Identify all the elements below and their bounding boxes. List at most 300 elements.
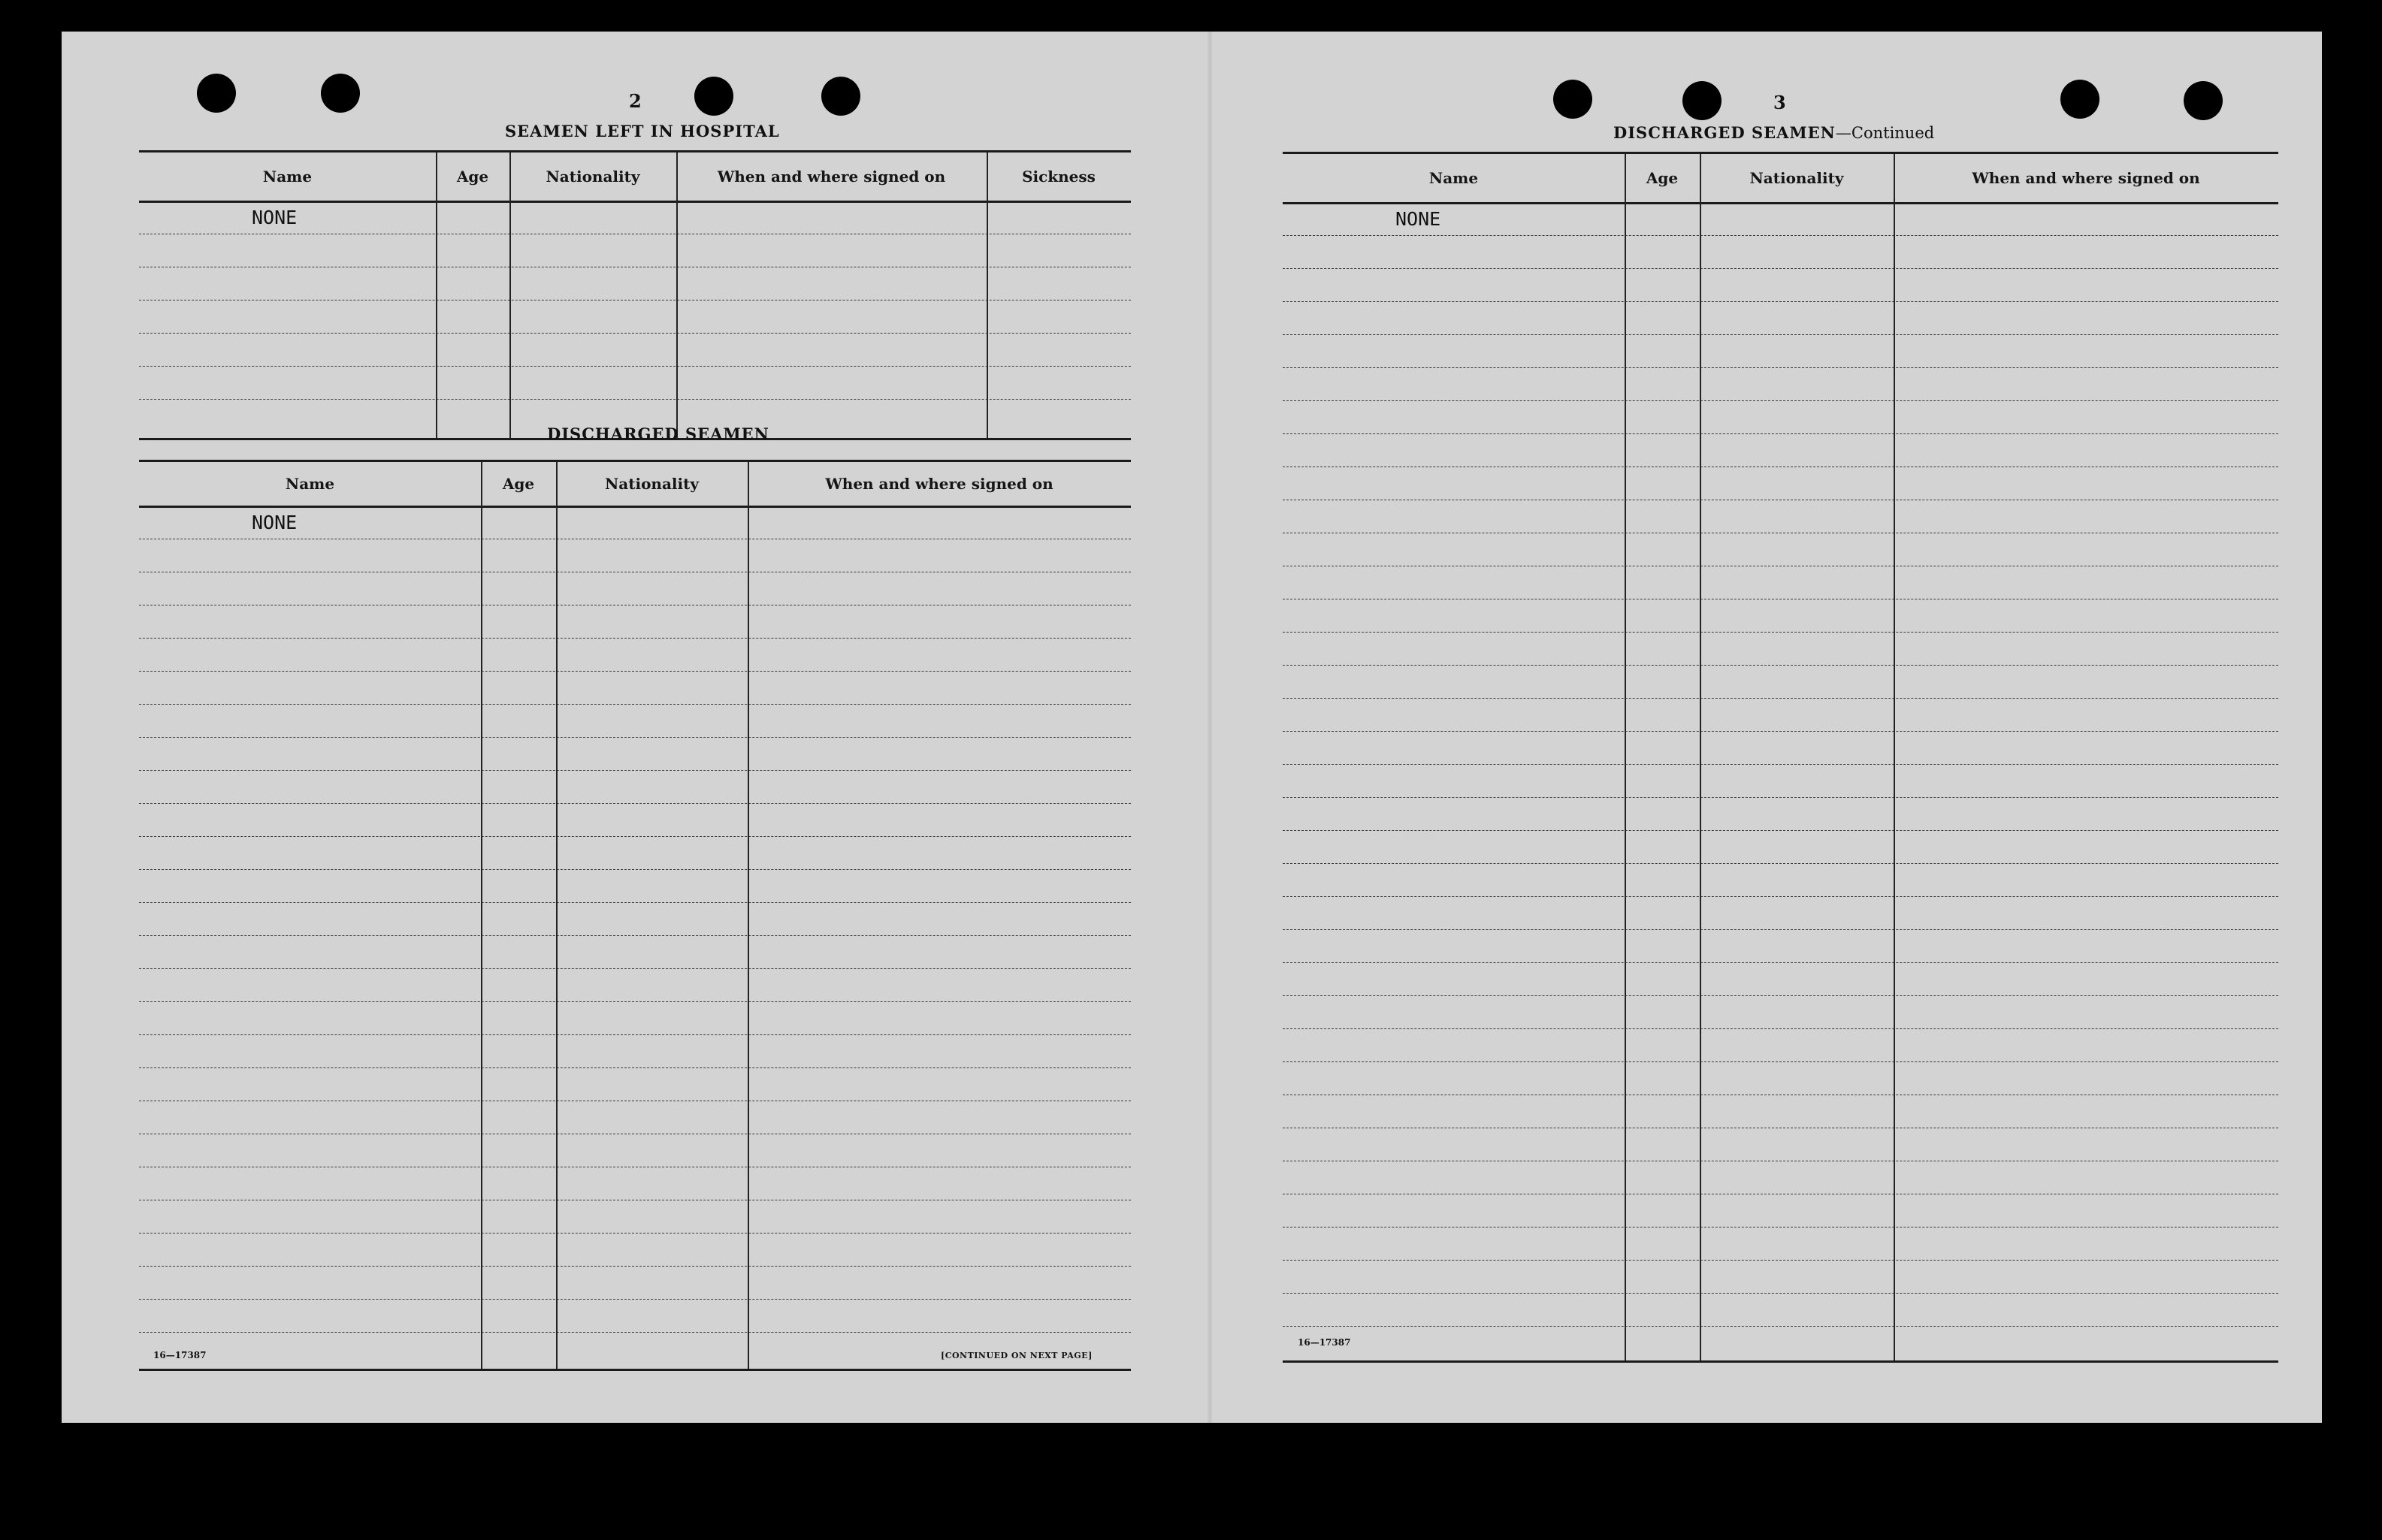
- table-cell: [139, 704, 481, 737]
- column-header: Age: [456, 168, 489, 186]
- table-cell: [1700, 995, 1894, 1028]
- table-cell: [1283, 1095, 1625, 1128]
- table-cell: [556, 704, 748, 737]
- table-cell: [139, 638, 481, 671]
- table-cell: [1894, 301, 2278, 334]
- table-cell: [139, 803, 481, 836]
- table-cell: [1894, 896, 2278, 929]
- table-row: [1283, 1161, 2278, 1194]
- table-cell: [556, 737, 748, 770]
- table-cell: [1625, 599, 1700, 632]
- punch-hole: [2060, 80, 2099, 119]
- table-cell: [1625, 962, 1700, 995]
- table-cell: [481, 1266, 556, 1299]
- table-cell: [139, 1233, 481, 1266]
- table-cell: [1894, 797, 2278, 830]
- table-cell: [676, 300, 987, 333]
- table-row: [139, 671, 1131, 705]
- table-cell: [1700, 1095, 1894, 1128]
- table-row: [1283, 797, 2278, 831]
- table-cell: [509, 366, 676, 399]
- table-row: [1283, 632, 2278, 666]
- table-cell: [481, 968, 556, 1001]
- table-cell: [1894, 764, 2278, 797]
- table-row: [139, 803, 1131, 837]
- table-row: [139, 366, 1131, 400]
- table-cell: [481, 1233, 556, 1266]
- table-cell: [1700, 202, 1894, 235]
- table-cell: [1625, 566, 1700, 599]
- table-cell: [1283, 731, 1625, 764]
- table-row: [1283, 1293, 2278, 1327]
- table-cell: [1700, 929, 1894, 962]
- table-cell: [556, 1266, 748, 1299]
- discharged-table-right-header: [1283, 154, 2278, 204]
- punch-hole: [197, 74, 236, 113]
- table-cell: [139, 1001, 481, 1034]
- punch-hole: [2184, 81, 2223, 120]
- table-cell: [1283, 533, 1625, 566]
- punch-hole: [1553, 80, 1592, 119]
- table-cell: [1625, 698, 1700, 731]
- table-cell: [987, 267, 1131, 300]
- scanned-form: [62, 32, 2322, 1423]
- table-row: [1283, 698, 2278, 732]
- table-cell: [1625, 334, 1700, 367]
- table-row: [1283, 433, 2278, 467]
- table-cell: [1625, 1227, 1700, 1260]
- table-cell: [1283, 400, 1625, 433]
- table-cell: [481, 1167, 556, 1200]
- column-header: Name: [1428, 169, 1479, 187]
- hospital-table-header: [139, 152, 1131, 203]
- table-cell: [1700, 334, 1894, 367]
- table-cell: [748, 1233, 1131, 1266]
- table-cell: [1283, 433, 1625, 467]
- table-cell: [1625, 1194, 1700, 1227]
- table-row: [1283, 268, 2278, 302]
- table-row: [1283, 1260, 2278, 1294]
- table-cell: [1283, 566, 1625, 599]
- table-row: [1283, 764, 2278, 798]
- table-cell: [1625, 400, 1700, 433]
- table-cell: [139, 1067, 481, 1101]
- table-cell: [676, 366, 987, 399]
- table-row: [1283, 301, 2278, 335]
- table-cell: [748, 1167, 1131, 1200]
- table-cell: [1625, 929, 1700, 962]
- table-cell: [139, 1134, 481, 1167]
- table-cell: [1700, 896, 1894, 929]
- table-row: [1283, 830, 2278, 864]
- table-cell: [1625, 467, 1700, 500]
- table-cell: [481, 803, 556, 836]
- hospital-table: [139, 150, 1131, 440]
- table-cell: [1283, 1194, 1625, 1227]
- column-divider: [1700, 154, 1701, 1360]
- table-cell: [1283, 268, 1625, 301]
- table-cell: [1625, 500, 1700, 533]
- table-cell: NONE: [252, 511, 298, 533]
- table-cell: [748, 539, 1131, 572]
- table-cell: [748, 1134, 1131, 1167]
- table-cell: [1894, 400, 2278, 433]
- table-cell: [556, 968, 748, 1001]
- table-cell: [1625, 202, 1700, 235]
- form-number-left: 16—17387: [153, 1350, 207, 1360]
- table-cell: [481, 605, 556, 638]
- table-cell: [1625, 1095, 1700, 1128]
- table-cell: [1283, 367, 1625, 400]
- table-row: [139, 572, 1131, 605]
- table-cell: [987, 300, 1131, 333]
- punch-hole: [694, 77, 733, 116]
- table-cell: [1625, 1028, 1700, 1061]
- table-cell: [139, 539, 481, 572]
- table-cell: [1283, 896, 1625, 929]
- table-cell: [1894, 367, 2278, 400]
- table-row: [139, 605, 1131, 639]
- table-cell: [556, 803, 748, 836]
- table-cell: [481, 572, 556, 605]
- table-row: [139, 333, 1131, 367]
- table-cell: [436, 333, 509, 366]
- table-cell: [1700, 500, 1894, 533]
- table-row: [1283, 202, 2278, 236]
- table-cell: [1283, 797, 1625, 830]
- table-row: [139, 1233, 1131, 1267]
- table-row: [1283, 235, 2278, 269]
- table-cell: [556, 1101, 748, 1134]
- table-cell: [139, 605, 481, 638]
- table-cell: [1894, 500, 2278, 533]
- table-cell: [1700, 1293, 1894, 1326]
- table-cell: [1700, 1061, 1894, 1095]
- table-cell: [556, 1299, 748, 1332]
- table-row: [1283, 367, 2278, 401]
- table-cell: NONE: [1395, 207, 1441, 230]
- table-cell: [676, 201, 987, 234]
- table-cell: [139, 366, 436, 399]
- table-row: [139, 1134, 1131, 1167]
- column-header: Sickness: [1022, 168, 1096, 186]
- table-cell: [139, 902, 481, 935]
- table-cell: NONE: [252, 206, 298, 228]
- table-cell: [139, 1101, 481, 1134]
- table-cell: [676, 333, 987, 366]
- table-cell: [1625, 1293, 1700, 1326]
- table-cell: [139, 300, 436, 333]
- table-row: [139, 1167, 1131, 1200]
- table-cell: [748, 1034, 1131, 1067]
- title-continued: —Continued: [1835, 124, 1935, 142]
- table-cell: [1283, 599, 1625, 632]
- column-header: Nationality: [546, 168, 640, 186]
- table-cell: [1283, 500, 1625, 533]
- table-cell: [1625, 235, 1700, 268]
- table-cell: [1283, 962, 1625, 995]
- page-fold: [1208, 32, 1212, 1423]
- table-cell: [1700, 797, 1894, 830]
- continued-note: [CONTINUED ON NEXT PAGE]: [941, 1351, 1093, 1360]
- table-cell: [1894, 433, 2278, 467]
- table-row: [139, 201, 1131, 234]
- table-cell: [481, 770, 556, 803]
- table-row: [1283, 566, 2278, 599]
- table-cell: [1894, 1194, 2278, 1227]
- table-cell: [1894, 698, 2278, 731]
- column-divider: [1894, 154, 1895, 1360]
- table-cell: [509, 333, 676, 366]
- table-cell: [748, 1200, 1131, 1233]
- table-cell: [139, 968, 481, 1001]
- table-cell: [481, 638, 556, 671]
- table-cell: [1894, 1260, 2278, 1293]
- table-cell: [1625, 632, 1700, 665]
- table-cell: [1700, 467, 1894, 500]
- table-cell: [748, 1067, 1131, 1101]
- table-cell: [436, 234, 509, 267]
- table-cell: [481, 1067, 556, 1101]
- table-cell: [556, 671, 748, 704]
- table-cell: [139, 1167, 481, 1200]
- column-divider: [436, 152, 437, 438]
- table-row: [1283, 863, 2278, 897]
- table-cell: [481, 704, 556, 737]
- table-cell: [676, 234, 987, 267]
- table-row: [139, 638, 1131, 672]
- table-cell: [481, 1001, 556, 1034]
- table-cell: [1700, 533, 1894, 566]
- table-cell: [1894, 1061, 2278, 1095]
- table-cell: [556, 869, 748, 902]
- table-cell: [987, 234, 1131, 267]
- table-cell: [748, 770, 1131, 803]
- table-cell: [1700, 764, 1894, 797]
- table-cell: [481, 869, 556, 902]
- table-cell: [1894, 962, 2278, 995]
- table-cell: [139, 234, 436, 267]
- table-cell: [1700, 863, 1894, 896]
- table-cell: [1283, 301, 1625, 334]
- table-cell: [987, 333, 1131, 366]
- table-cell: [436, 201, 509, 234]
- table-cell: [748, 902, 1131, 935]
- table-cell: [556, 1233, 748, 1266]
- punch-hole: [1682, 81, 1722, 120]
- table-cell: [1625, 896, 1700, 929]
- table-cell: [509, 201, 676, 234]
- discharged-continued-title: [1613, 123, 1934, 142]
- table-cell: [1894, 1128, 2278, 1161]
- table-cell: [556, 1001, 748, 1034]
- table-cell: [1700, 1194, 1894, 1227]
- column-header: Name: [262, 168, 313, 186]
- discharged-section-title: DISCHARGED SEAMEN: [547, 424, 769, 443]
- table-cell: [748, 1001, 1131, 1034]
- table-cell: [1283, 1028, 1625, 1061]
- table-cell: [1700, 1161, 1894, 1194]
- table-cell: [1283, 764, 1625, 797]
- table-cell: [1625, 1128, 1700, 1161]
- table-cell: [1283, 863, 1625, 896]
- column-header: When and where signed on: [1972, 169, 2200, 187]
- table-row: [1283, 1227, 2278, 1261]
- table-cell: [1700, 566, 1894, 599]
- table-row: [139, 1067, 1131, 1101]
- column-header: Nationality: [605, 475, 699, 493]
- table-cell: [1625, 665, 1700, 698]
- table-cell: [1625, 367, 1700, 400]
- table-cell: [1283, 632, 1625, 665]
- table-cell: [1894, 929, 2278, 962]
- table-row: [139, 1001, 1131, 1035]
- table-cell: [556, 638, 748, 671]
- table-cell: [556, 1167, 748, 1200]
- table-cell: [1894, 731, 2278, 764]
- table-row: [139, 836, 1131, 870]
- column-divider: [481, 462, 482, 1369]
- table-cell: [1625, 797, 1700, 830]
- table-cell: [1894, 995, 2278, 1028]
- table-cell: [139, 737, 481, 770]
- table-cell: [481, 1200, 556, 1233]
- table-cell: [748, 836, 1131, 869]
- table-cell: [1283, 995, 1625, 1028]
- table-cell: [1700, 599, 1894, 632]
- table-cell: [481, 1134, 556, 1167]
- table-cell: [748, 737, 1131, 770]
- table-cell: [1894, 566, 2278, 599]
- table-cell: [139, 1034, 481, 1067]
- table-cell: [1625, 764, 1700, 797]
- table-cell: [139, 770, 481, 803]
- table-cell: [556, 902, 748, 935]
- form-number-right: 16—17387: [1298, 1337, 1351, 1348]
- table-cell: [748, 1299, 1131, 1332]
- table-cell: [1625, 863, 1700, 896]
- table-row: [1283, 665, 2278, 699]
- table-cell: [139, 671, 481, 704]
- table-cell: [1700, 1227, 1894, 1260]
- table-cell: [748, 1266, 1131, 1299]
- table-row: [139, 869, 1131, 903]
- table-cell: [1894, 235, 2278, 268]
- table-cell: [481, 671, 556, 704]
- table-cell: [1283, 1061, 1625, 1095]
- column-header: When and where signed on: [825, 475, 1053, 493]
- table-row: [1283, 599, 2278, 633]
- table-cell: [1700, 268, 1894, 301]
- column-header: Name: [285, 475, 335, 493]
- table-row: [1283, 962, 2278, 996]
- table-row: [139, 300, 1131, 334]
- table-row: [139, 902, 1131, 936]
- table-cell: [1700, 1260, 1894, 1293]
- table-cell: [509, 234, 676, 267]
- table-cell: [1700, 1028, 1894, 1061]
- table-cell: [748, 803, 1131, 836]
- column-divider: [1625, 154, 1626, 1360]
- table-cell: [139, 267, 436, 300]
- table-row: [139, 1299, 1131, 1333]
- table-cell: [1894, 863, 2278, 896]
- table-cell: [139, 935, 481, 968]
- table-cell: [748, 638, 1131, 671]
- table-cell: [1700, 367, 1894, 400]
- table-cell: [556, 1067, 748, 1101]
- column-divider: [676, 152, 678, 438]
- punch-hole: [321, 74, 360, 113]
- table-cell: [1283, 698, 1625, 731]
- table-cell: [987, 366, 1131, 399]
- table-cell: [748, 935, 1131, 968]
- table-cell: [1283, 1161, 1625, 1194]
- table-cell: [748, 506, 1131, 539]
- column-header: Age: [502, 475, 535, 493]
- table-cell: [481, 902, 556, 935]
- table-row: [1283, 1061, 2278, 1095]
- table-cell: [509, 267, 676, 300]
- table-row: [1283, 1128, 2278, 1161]
- table-cell: [481, 737, 556, 770]
- column-header: When and where signed on: [717, 168, 946, 186]
- table-cell: [1283, 1293, 1625, 1326]
- punch-hole: [821, 77, 860, 116]
- table-cell: [748, 1101, 1131, 1134]
- table-cell: [1700, 301, 1894, 334]
- table-cell: [1894, 1293, 2278, 1326]
- table-cell: [1894, 1161, 2278, 1194]
- table-row: [139, 234, 1131, 267]
- page-number-right: 3: [1773, 92, 1786, 113]
- discharged-table-left: [139, 460, 1131, 1371]
- column-divider: [987, 152, 988, 438]
- column-header: Age: [1646, 169, 1679, 187]
- table-cell: [1894, 533, 2278, 566]
- table-cell: [481, 1101, 556, 1134]
- table-row: [139, 267, 1131, 300]
- table-cell: [436, 366, 509, 399]
- table-row: [139, 1200, 1131, 1234]
- table-cell: [556, 572, 748, 605]
- table-cell: [1700, 698, 1894, 731]
- table-cell: [556, 935, 748, 968]
- table-cell: [1894, 467, 2278, 500]
- table-cell: [1625, 1161, 1700, 1194]
- table-cell: [481, 539, 556, 572]
- table-row: [1283, 1194, 2278, 1227]
- table-cell: [481, 935, 556, 968]
- table-row: [139, 539, 1131, 572]
- table-cell: [1700, 235, 1894, 268]
- table-cell: [1625, 731, 1700, 764]
- table-cell: [1625, 301, 1700, 334]
- table-cell: [1700, 1128, 1894, 1161]
- table-cell: [139, 333, 436, 366]
- table-cell: [1283, 665, 1625, 698]
- table-cell: [556, 1134, 748, 1167]
- table-row: [1283, 400, 2278, 434]
- table-cell: [556, 836, 748, 869]
- table-row: [139, 1034, 1131, 1068]
- table-row: [139, 737, 1131, 771]
- table-cell: [1283, 334, 1625, 367]
- table-cell: [1894, 830, 2278, 863]
- table-row: [139, 1266, 1131, 1300]
- table-cell: [481, 1034, 556, 1067]
- table-cell: [1700, 830, 1894, 863]
